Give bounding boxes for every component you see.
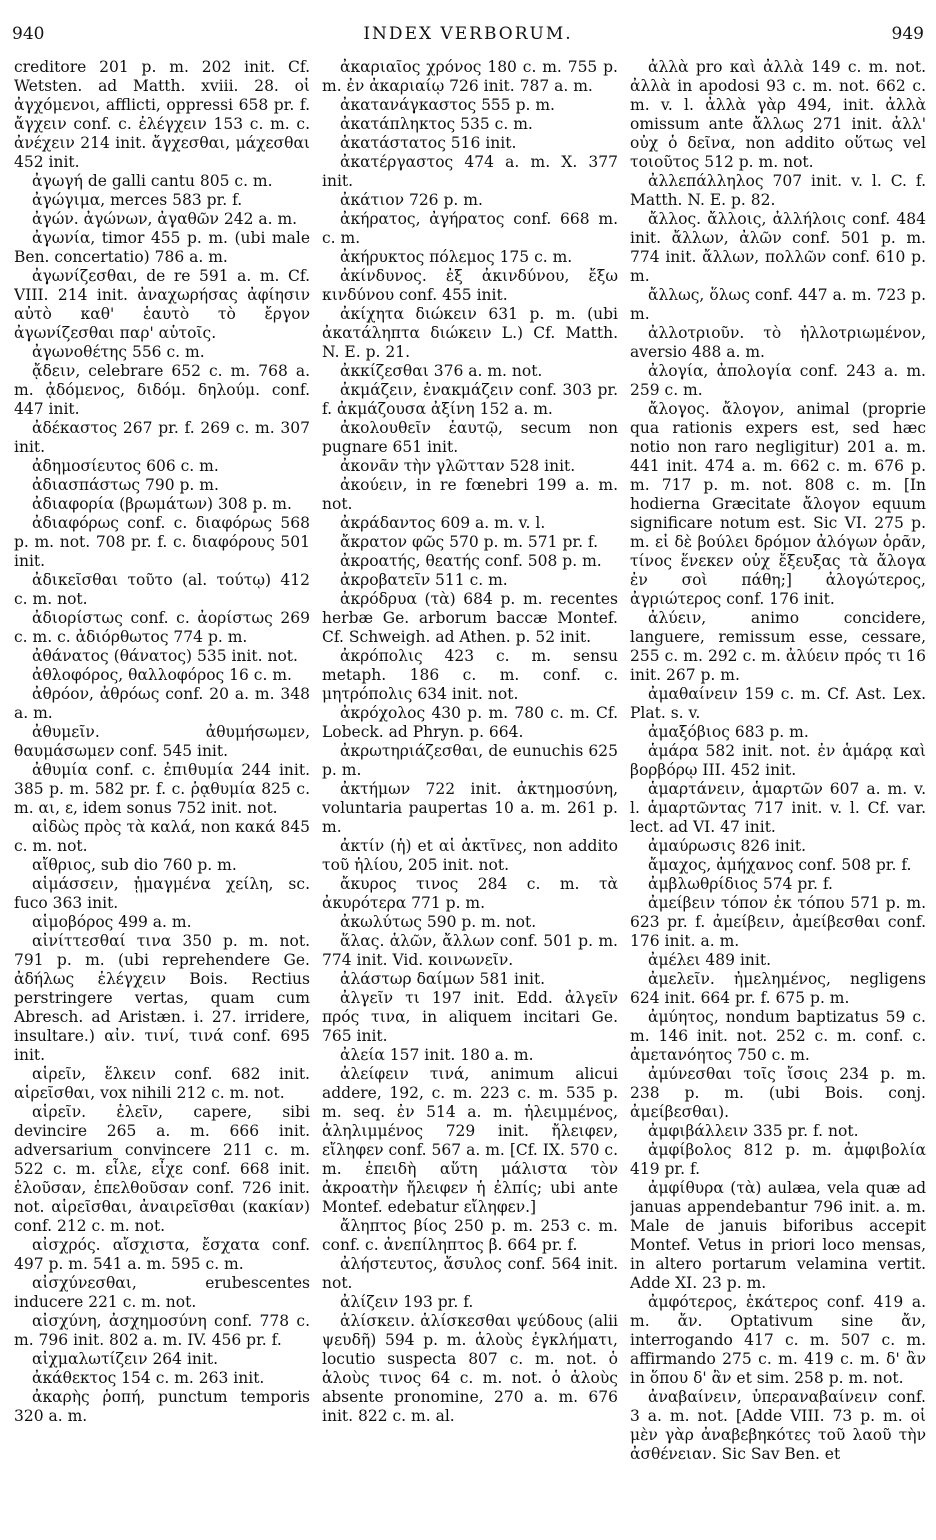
- index-entry: ἀγωνίζεσθαι, de re 591 a. m. Cf. VIII. 214 init. ἀναχωρήσας ἀφίησιν αὐτὸ καθ' ἑαυτὸ τὸ ἔργον ἀγωνίζεσθαι παρ' αὑτοῖς.: [14, 267, 310, 342]
- index-entry: ἀκολουθεῖν ἑαυτῷ, secum non pugnare 651 init.: [322, 419, 618, 456]
- index-entry: ἀμφότερος, ἑκάτερος conf. 419 a. m. ἄν. Optativum sine ἄν, interrogando 417 c. m. 507 c. m. affirmando 275 c. m. 419 c. m. δ' ἂν in ὅπου δ' ἂν et sim. 258 p. m. not.: [630, 1293, 926, 1387]
- index-entry: ἁμαρτάνειν, ἁμαρτῶν 607 a. m. v. l. ἁμαρτῶντας 717 init. v. l. Cf. var. lect. ad VI. 47 init.: [630, 780, 926, 836]
- index-entry: ἀκάθεκτος 154 c. m. 263 init.: [32, 1369, 265, 1387]
- index-entry: ἀναβαίνειν, ὑπεραναβαίνειν conf. 3 a. m. not. [Adde VIII. 73 p. m. οἱ μὲν γὰρ ἀναβεβηκότες τοῦ λαοῦ τὴν ἀσθένειαν. Sic Sav Ben. et: [630, 1388, 926, 1463]
- index-entry: ἀκροβατεῖν 511 c. m.: [340, 571, 508, 589]
- index-entry: ἀμαθαίνειν 159 c. m. Cf. Ast. Lex. Plat. s. v.: [630, 685, 926, 722]
- index-entry: αἱμοβόρος 499 a. m.: [32, 913, 192, 931]
- index-entry: ἀμαύρωσις 826 init.: [648, 837, 807, 855]
- index-entry: ἀλύειν, animo concidere, languere, remissum esse, cessare, 255 c. m. 292 c. m. ἀλύειν πρός τι 16 init. 267 p. m.: [630, 609, 926, 684]
- index-entry: ἀλλεπάλληλος 707 init. v. l. C. f. Matth. N. E. p. 82.: [630, 172, 926, 209]
- index-entry: ἀμείβειν τόπον ἐκ τόπου 571 p. m. 623 pr. f. ἀμείβειν, ἀμείβεσθαι conf. 176 init. a. m.: [630, 894, 926, 950]
- index-entry: ἀλήστευτος, ἄσυλος conf. 564 init. not.: [322, 1255, 618, 1292]
- index-entry: ἀμαξόβιος 683 p. m.: [648, 723, 809, 741]
- index-entry: ἀμφίβολος 812 p. m. ἀμφιβολία 419 pr. f.: [630, 1141, 926, 1178]
- index-entry: ἄλογος. ἄλογον, animal (proprie qua rationis expers est, sed hæc notio non raro negligitur) 201 a. m. 441 init. 474 a. m. 662 c. m. 676 p. m. 717 p. m. not. 808 c. m. [In hodierna Græcitate ἄλογον equum significare notum est. Sic VI. 275 p. m. εἰ δὲ βούλει δρόμον ἀλόγων ὁρᾶν, τίνος ἕνεκεν οὐχ ἔξευξας τὰ ἄλογα ἐν σοὶ πάθη;] ἀλογώτερος, ἀγριώτερος conf. 176 init.: [630, 400, 926, 608]
- index-entry: ἄκυρος τινος 284 c. m. τὰ ἀκυρότερα 771 p. m.: [322, 875, 618, 912]
- index-entry: ἀλεία 157 init. 180 a. m.: [340, 1046, 534, 1064]
- index-entry: ἀκρωτηριάζεσθαι, de eunuchis 625 p. m.: [322, 742, 618, 779]
- index-entry: ἀλίζειν 193 pr. f.: [340, 1293, 474, 1311]
- index-entry: ἄληπτος βίος 250 p. m. 253 c. m. conf. c. ἀνεπίληπτος β. 664 pr. f.: [322, 1217, 618, 1254]
- index-entry: ἀλάστωρ δαίμων 581 init.: [340, 970, 546, 988]
- index-entry: ἀμβλωθρίδιος 574 pr. f.: [648, 875, 833, 893]
- index-entry: ἀμέλει 489 init.: [648, 951, 771, 969]
- index-entry: ἁλίσκειν. ἁλίσκεσθαι ψεύδους (alii ψευδῆ) 594 p. m. ἁλοὺς ἐγκλήματι, locutio suspecta 807 c. m. not. ὁ ἁλοὺς τινος 64 c. m. not. ὁ ἁλοὺς absente pronomine, 270 a. m. 676 init. 822 c. m. al.: [322, 1312, 618, 1425]
- index-entry: creditore 201 p. m. 202 init. Cf. Wetsten. ad Matth. xviii. 28. οἱ ἀγχόμενοι, afflicti, oppressi 658 pr. f. ἄγχειν conf. c. ἐλέγχειν 153 c. m. c. ἀνέχειν 214 init. ἄγχεσθαι, μάχεσθαι 452 init.: [14, 58, 310, 171]
- index-entry: ἀδιασπάστως 790 p. m.: [32, 476, 219, 494]
- index-entry: ἀδημοσίευτος 606 c. m.: [32, 457, 219, 475]
- index-column-2: [322, 58, 618, 1533]
- index-entry: ἀθλοφόρος, θαλλοφόρος 16 c. m.: [32, 666, 292, 684]
- index-entry: ἀμφίθυρα (τὰ) aulæa, vela quæ ad januas appendebantur 796 init. a. m. Male de januis biforibus accepit Montef. Vetus in priori loco mensas, in altero portarum velamina vertit. Adde XI. 23 p. m.: [630, 1179, 926, 1292]
- index-entry: αἰδὼς πρὸς τὰ καλά, non κακά 845 c. m. not.: [14, 818, 310, 855]
- index-entry: ἀκωλύτως 590 p. m. not.: [340, 913, 537, 931]
- index-entry: ἄμαχος, ἀμήχανος conf. 508 pr. f.: [648, 856, 912, 874]
- index-entry: ἀκίχητα διώκειν 631 p. m. (ubi ἀκατάληπτα διώκειν L.) Cf. Matth. N. E. p. 21.: [322, 305, 618, 361]
- index-entry: ἀκούειν, in re fœnebri 199 a. m. not.: [322, 476, 618, 513]
- index-entry: ἀγώγιμα, merces 583 pr. f.: [32, 191, 243, 209]
- index-entry: ἀκήρυκτος πόλεμος 175 c. m.: [340, 248, 573, 266]
- index-column-1: [14, 58, 310, 1533]
- index-entry: ἀμύνεσθαι τοῖς ἴσοις 234 p. m. 238 p. m. (ubi Bois. conj. ἀμείβεσθαι).: [630, 1065, 926, 1121]
- index-entry: ἀλγεῖν τι 197 init. Edd. ἀλγεῖν πρός τινα, in aliquem incitari Ge. 765 init.: [322, 989, 618, 1045]
- index-entry: ἀδιαφορία (βρωμάτων) 308 p. m.: [32, 495, 292, 513]
- index-entry: αἰσχρός. αἴσχιστα, ἔσχατα conf. 497 p. m. 541 a. m. 595 c. m.: [14, 1236, 310, 1273]
- index-entry: ἀκροατής, θεατής conf. 508 p. m.: [340, 552, 602, 570]
- index-entry: ἁμάρα 582 init. not. ἐν ἁμάρᾳ καὶ βορβόρῳ III. 452 init.: [630, 742, 926, 779]
- index-entry: ἀδιορίστως conf. c. ἀορίστως 269 c. m. c. ἀδιόρθωτος 774 p. m.: [14, 609, 310, 646]
- index-entry: ἀκατέργαστος 474 a. m. X. 377 init.: [322, 153, 618, 190]
- index-entry: ἀμελεῖν. ἠμελημένος, negligens 624 init. 664 pr. f. 675 p. m.: [630, 970, 926, 1007]
- page-header: [0, 0, 936, 46]
- index-entry: ἀδικεῖσθαι τοῦτο (al. τούτῳ) 412 c. m. not.: [14, 571, 310, 608]
- index-entry: ἀλείφειν τινά, animum alicui addere, 192, c. m. 223 c. m. 535 p. m. seq. ἐν 514 a. m. ἠλειμμένος, ἀληλιμμένος 729 init. ἤλειφεν, εἴληφεν conf. 567 a. m. [Cf. IX. 570 c. m. ἐπειδὴ αὕτη μάλιστα τὸν ἀκροατὴν ἤλειφεν ἡ ἐλπίς; ubi ante Montef. edebatur εἴληφεν.]: [322, 1065, 618, 1216]
- index-entry: ἀκτήμων 722 init. ἀκτημοσύνη, voluntaria paupertas 10 a. m. 261 p. m.: [322, 780, 618, 836]
- index-entry: ᾄδειν, celebrare 652 c. m. 768 a. m. ᾀδόμενος, διδόμ. δηλούμ. conf. 447 init.: [14, 362, 310, 418]
- index-entry: ἀκρόχολος 430 p. m. 780 c. m. Cf. Lobeck. ad Phryn. p. 664.: [322, 704, 618, 741]
- index-entry: αἱμάσσειν, ᾑμαγμένα χείλη, sc. fuco 363 init.: [14, 875, 310, 912]
- index-entry: ἀκατάπληκτος 535 c. m.: [340, 115, 533, 133]
- index-entry: ἀκρόδρυα (τὰ) 684 p. m. recentes herbæ Ge. arborum baccæ Montef. Cf. Schweigh. ad Athen. p. 52 init.: [322, 590, 618, 646]
- index-entry: αἱρεῖν. ἑλεῖν, capere, sibi devincire 265 a. m. 666 init. adversarium convincere 211 c. m. 522 c. m. εἷλε, εἶχε conf. 668 init. ἑλοῦσαν, ἐπελθοῦσαν conf. 726 init. not. αἱρεῖσθαι, ἀναιρεῖσθαι (κακίαν) conf. 212 c. m. not.: [14, 1103, 310, 1235]
- index-entry: ἄλλος. ἄλλοις, ἀλλήλοις conf. 484 init. ἄλλων, ἀλῶν conf. 501 p. m. 774 init. ἄλλων, πολλῶν conf. 610 p. m.: [630, 210, 926, 285]
- page-number-right: 949: [891, 24, 924, 44]
- index-entry: ἀκίνδυνος. ἐξ ἀκινδύνου, ἔξω κινδύνου conf. 455 init.: [322, 267, 618, 304]
- index-entry: ἀκαριαῖος χρόνος 180 c. m. 755 p. m. ἐν ἀκαριαίῳ 726 init. 787 a. m.: [322, 58, 618, 95]
- index-entry: αἰσχύνεσθαι, erubescentes inducere 221 c. m. not.: [14, 1274, 310, 1311]
- index-entry: ἀμύητος, nondum baptizatus 59 c. m. 146 init. not. 252 c. m. conf. c. ἀμετανόητος 750 c. m.: [630, 1008, 926, 1064]
- index-entry: ἀμφιβάλλειν 335 pr. f. not.: [648, 1122, 859, 1140]
- index-entry: ἀκτίν (ἡ) et αἱ ἀκτῖνες, non addito τοῦ ἡλίου, 205 init. not.: [322, 837, 618, 874]
- index-entry: ἀκρόπολις 423 c. m. sensu metaph. 186 c. m. conf. c. μητρόπολις 634 init. not.: [322, 647, 618, 703]
- index-entry: ἀκονᾶν τὴν γλῶτταν 528 init.: [340, 457, 576, 475]
- index-entry: ἄλλως, ὅλως conf. 447 a. m. 723 p. m.: [630, 286, 926, 323]
- index-entry: ἀδέκαστος 267 pr. f. 269 c. m. 307 init.: [14, 419, 310, 456]
- index-entry: ἀλογία, ἀπολογία conf. 243 a. m. 259 c. m.: [630, 362, 926, 399]
- index-entry: ἀθυμεῖν. ἀθυμήσωμεν, θαυμάσωμεν conf. 545 init.: [14, 723, 310, 760]
- index-entry: ἄκρατον φῶς 570 p. m. 571 pr. f.: [340, 533, 599, 551]
- index-entry: ἀκκίζεσθαι 376 a. m. not.: [340, 362, 543, 380]
- index-entry: ἀγωνία, timor 455 p. m. (ubi male Ben. concertatio) 786 a. m.: [14, 229, 310, 266]
- index-entry: ἀκατάστατος 516 init.: [340, 134, 517, 152]
- index-entry: ἀδιαφόρως conf. c. διαφόρως 568 p. m. not. 708 pr. f. c. διαφόρους 501 init.: [14, 514, 310, 570]
- index-entry: ἀκμάζειν, ἐνακμάζειν conf. 303 pr. f. ἀκμάζουσα ἀξίνη 152 a. m.: [322, 381, 618, 418]
- index-entry: ἀγωγή de galli cantu 805 c. m.: [32, 172, 273, 190]
- index-entry: αἰνίττεσθαί τινα 350 p. m. not. 791 p. m. (ubi reprehendere Ge. ἀδήλως ἐλέγχειν Bois. Rectius perstringere vertas, quam cum Abresch. ad Aristæn. i. 27. irridere, insultare.) αἰν. τινί, τινά conf. 695 init.: [14, 932, 310, 1064]
- index-entry: ἀκαρὴς ῥοπή, punctum temporis 320 a. m.: [14, 1388, 310, 1425]
- index-entry: ἀθάνατος (θάνατος) 535 init. not.: [32, 647, 298, 665]
- index-entry: ἀθυμία conf. c. ἐπιθυμία 244 init. 385 p. m. 582 pr. f. c. ῥᾳθυμία 825 c. m. αι, ε, idem sonus 752 init. not.: [14, 761, 310, 817]
- index-entry: αἴθριος, sub dio 760 p. m.: [32, 856, 237, 874]
- index-entry: ἀγών. ἀγώνων, ἀγαθῶν 242 a. m.: [32, 210, 298, 228]
- index-entry: αἱρεῖν, ἕλκειν conf. 682 init. αἱρεῖσθαι, vox nihili 212 c. m. not.: [14, 1065, 310, 1102]
- index-entry: ἀλλὰ pro καὶ ἀλλὰ 149 c. m. not. ἀλλὰ in apodosi 93 c. m. not. 662 c. m. v. l. ἀλλὰ γὰρ 494, init. ἀλλὰ omissum ante ἄλλως 271 init. ἀλλ' οὐχ ὁ δεῖνα, non addito οὕτως vel τοιοῦτος 512 p. m. not.: [630, 58, 926, 171]
- index-entry: αἰσχύνη, ἀσχημοσύνη conf. 778 c. m. 796 init. 802 a. m. IV. 456 pr. f.: [14, 1312, 310, 1349]
- index-entry: ἀκράδαντος 609 a. m. v. l.: [340, 514, 546, 532]
- index-entry: ἀκάτιον 726 p. m.: [340, 191, 483, 209]
- index-entry: ἅλας. ἁλῶν, ἄλλων conf. 501 p. m. 774 init. Vid. κοινωνεῖν.: [322, 932, 618, 969]
- page-number-left: 940: [12, 24, 45, 44]
- index-column-3: [630, 58, 926, 1533]
- index-entry: ἀκατανάγκαστος 555 p. m.: [340, 96, 555, 114]
- index-entry: ἀθρόον, ἀθρόως conf. 20 a. m. 348 a. m.: [14, 685, 310, 722]
- index-entry: αἰχμαλωτίζειν 264 init.: [32, 1350, 219, 1368]
- index-entry: ἀγωνοθέτης 556 c. m.: [32, 343, 205, 361]
- index-entry: ἀκήρατος, ἀγήρατος conf. 668 m. c. m.: [322, 210, 618, 247]
- index-entry: ἀλλοτριοῦν. τὸ ἠλλοτριωμένον, aversio 488 a. m.: [630, 324, 926, 361]
- running-title: INDEX VERBORUM.: [363, 24, 573, 44]
